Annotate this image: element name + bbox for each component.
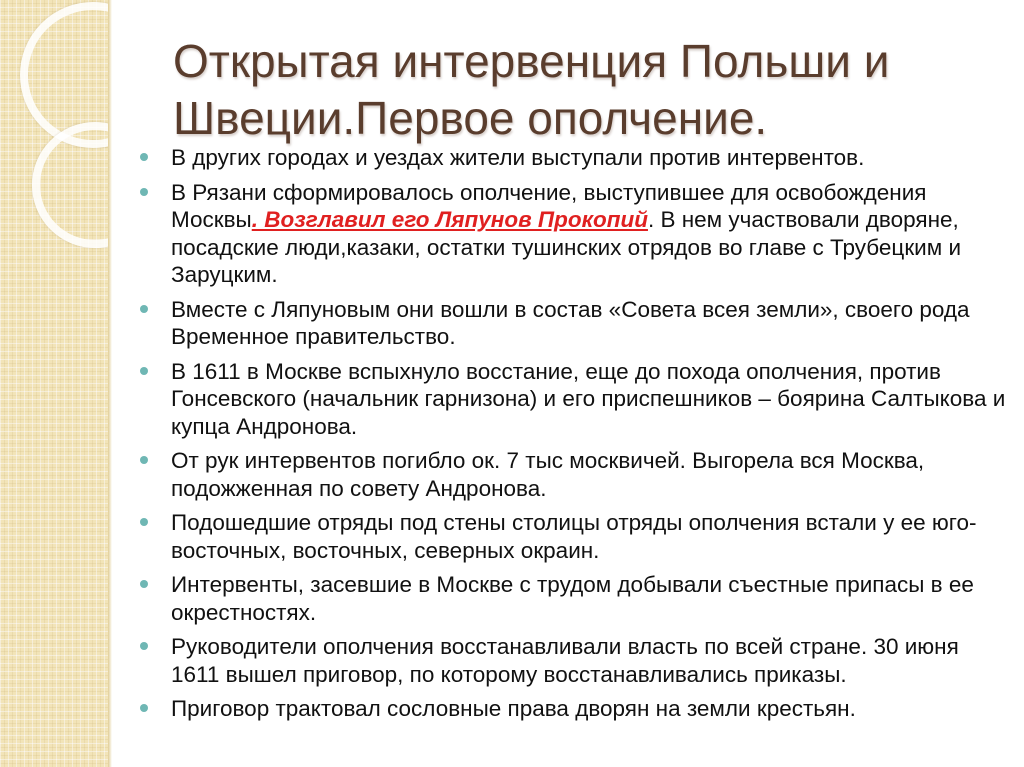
bullet-dot-icon <box>140 518 148 526</box>
bullet-item <box>138 633 1008 688</box>
bullet-text: Подошедшие отряды под стены столицы отряды ополчения встали у ее юго-восточных, восточных, северных окраин. <box>171 510 977 563</box>
bullet-item <box>138 144 1008 172</box>
slide-title: Открытая интервенция Польши и Швеции.Первое ополчение. <box>173 35 890 144</box>
bullet-text: Приговор трактовал сословные права дворян на земли крестьян. <box>171 696 856 721</box>
bullet-dot-icon <box>140 456 148 464</box>
decorative-side-strip <box>0 0 110 767</box>
bullet-dot-icon <box>140 580 148 588</box>
bullet-text: В Рязани сформировалось ополчение, выступившее для освобождения Москвы <box>171 179 927 232</box>
bullet-text: . В нем участвовали дворяне, посадские люди,казаки, остатки тушинских отрядов во главе с Трубецким и Заруцким. <box>171 207 962 287</box>
bullet-item <box>138 447 1008 502</box>
leader-highlight: . Возглавил его Ляпунов Прокопий <box>251 207 648 232</box>
bullet-dot-icon <box>140 305 148 313</box>
bullet-text: Вместе с Ляпуновым они вошли в состав «Совета всея земли», своего рода Временное правительство. <box>171 296 970 349</box>
bullet-item <box>138 571 1008 626</box>
bullet-text: Руководители ополчения восстанавливали власть по всей стране. 30 июня 1611 вышел приговор, по которому восстанавливались приказы. <box>171 634 959 687</box>
bullet-item <box>138 179 1008 289</box>
bullet-text: От рук интервентов погибло ок. 7 тыс москвичей. Выгорела вся Москва, подожженная по совету Андронова. <box>171 448 925 501</box>
strip-edge <box>108 0 112 767</box>
bullet-dot-icon <box>140 704 148 712</box>
bullet-list <box>138 144 1008 730</box>
bullet-text: В 1611 в Москве вспыхнуло восстание, еще до похода ополчения, против Гонсевского (начальник гарнизона) и его приспешников – боярина Салтыкова и купца Андронова. <box>171 358 1006 439</box>
bullet-dot-icon <box>140 188 148 196</box>
decorative-ring <box>32 122 110 248</box>
bullet-item <box>138 509 1008 564</box>
bullet-text: В других городах и уездах жители выступали против интервентов. <box>171 145 865 170</box>
bullet-item <box>138 296 1008 351</box>
bullet-dot-icon <box>140 367 148 375</box>
bullet-item <box>138 358 1008 441</box>
bullet-dot-icon <box>140 642 148 650</box>
bullet-text: Интервенты, засевшие в Москве с трудом добывали съестные припасы в ее окрестностях. <box>171 572 974 625</box>
bullet-item <box>138 695 1008 723</box>
bullet-dot-icon <box>140 153 148 161</box>
